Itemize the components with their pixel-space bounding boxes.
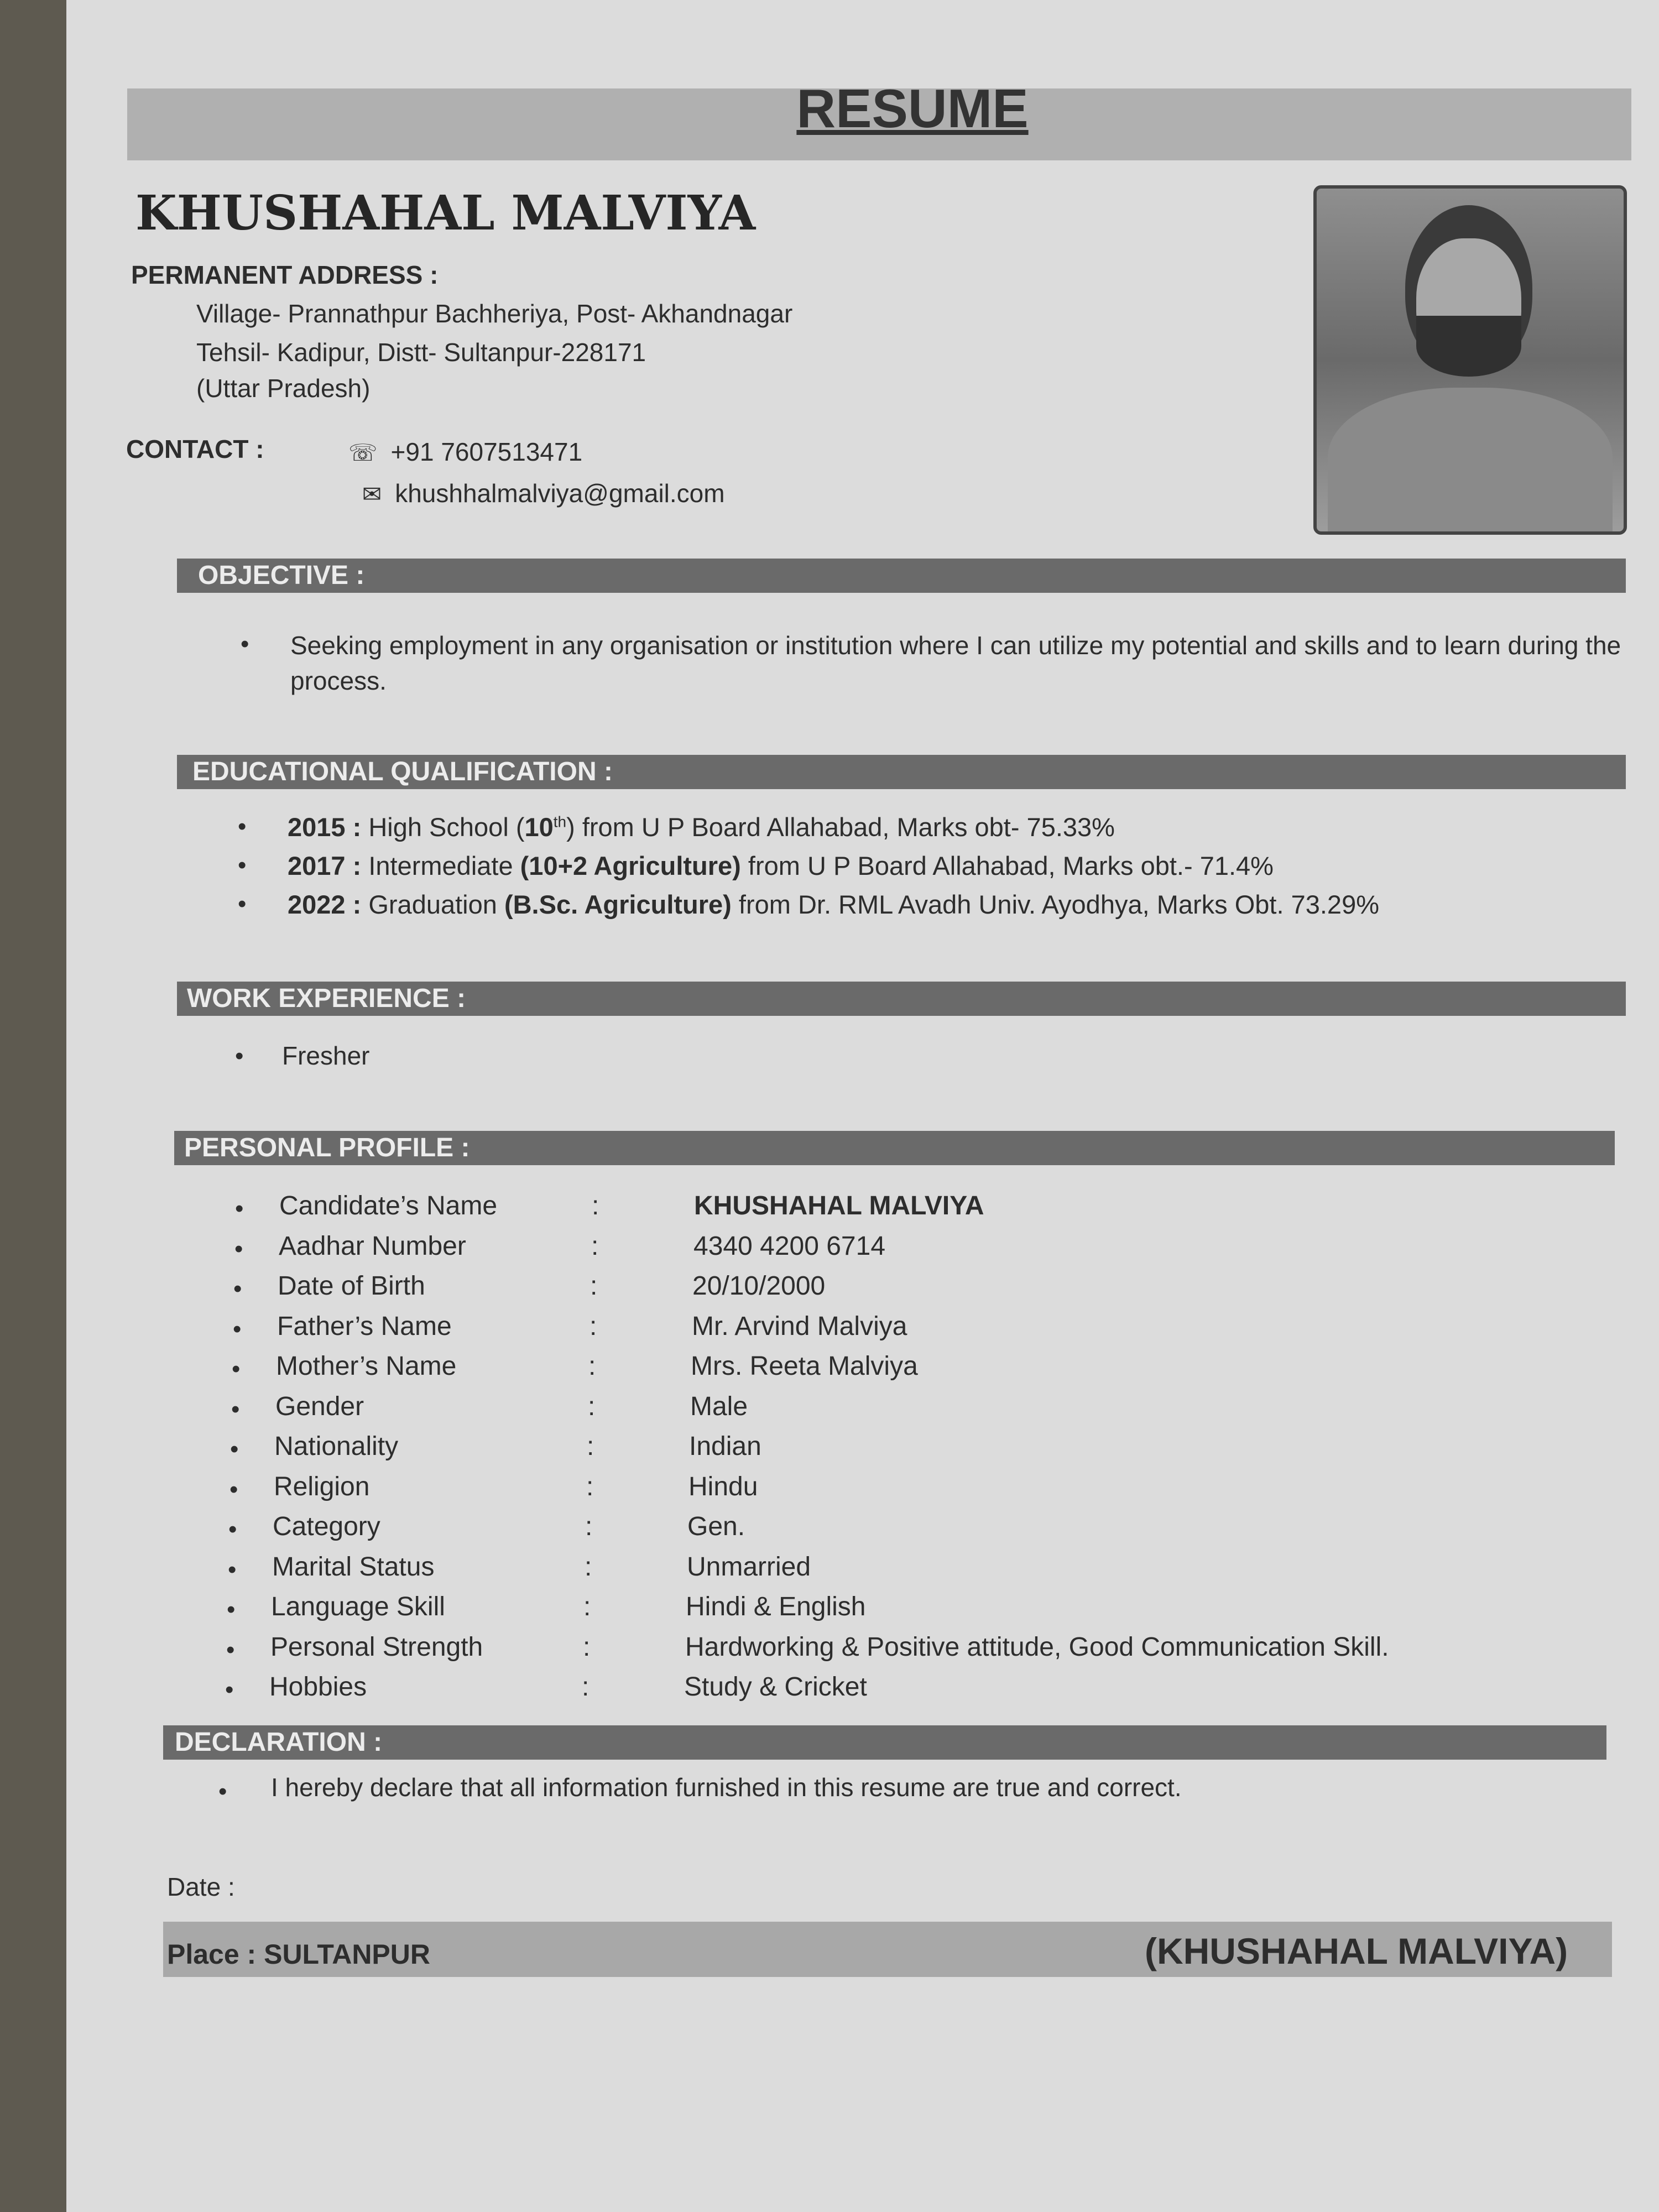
profile-separator: : bbox=[583, 1592, 591, 1621]
work-bullet: • bbox=[235, 1042, 244, 1070]
profile-bullet: • bbox=[226, 1636, 235, 1663]
education-item-3: 2022 : Graduation (B.Sc. Agriculture) from Dr. RML Avadh Univ. Ayodhya, Marks Obt. 73.29% bbox=[288, 890, 1379, 919]
profile-value: 4340 4200 6714 bbox=[693, 1232, 886, 1261]
profile-separator: : bbox=[587, 1432, 594, 1461]
profile-bullet: • bbox=[233, 1316, 242, 1343]
profile-bullet: • bbox=[228, 1556, 237, 1583]
objective-text: Seeking employment in any organisation or institution where I can utilize my potential and skills and to learn during the process. bbox=[290, 631, 1621, 695]
profile-bullet: • bbox=[228, 1516, 237, 1543]
profile-separator: : bbox=[585, 1552, 592, 1582]
profile-key: Religion bbox=[274, 1472, 370, 1501]
work-item-1: Fresher bbox=[282, 1041, 370, 1070]
place-label: Place : SULTANPUR bbox=[167, 1939, 431, 1970]
profile-separator: : bbox=[588, 1352, 596, 1381]
phone-line bbox=[348, 437, 582, 467]
profile-value: Indian bbox=[689, 1432, 761, 1461]
profile-separator: : bbox=[586, 1472, 594, 1501]
phone-number: +91 7607513471 bbox=[390, 437, 583, 466]
contact-label: CONTACT : bbox=[126, 435, 264, 463]
profile-value: Hardworking & Positive attitude, Good Communication Skill. bbox=[685, 1632, 1389, 1662]
declaration-heading: DECLARATION : bbox=[165, 1725, 392, 1760]
profile-separator: : bbox=[591, 1232, 599, 1261]
address-label: PERMANENT ADDRESS : bbox=[131, 260, 439, 289]
profile-value: Hindi & English bbox=[686, 1592, 866, 1621]
candidate-photo bbox=[1313, 185, 1627, 535]
profile-key: Date of Birth bbox=[278, 1271, 425, 1301]
email-address: khushhalmalviya@gmail.com bbox=[395, 479, 725, 508]
profile-key: Candidate’s Name bbox=[279, 1191, 498, 1220]
education-bullet-3: • bbox=[238, 890, 247, 917]
address-line-3: (Uttar Pradesh) bbox=[196, 374, 371, 403]
envelope-icon: ✉ bbox=[362, 481, 382, 507]
education-bullet-2: • bbox=[238, 852, 247, 879]
profile-separator: : bbox=[589, 1312, 597, 1341]
profile-value: Male bbox=[690, 1392, 748, 1421]
candidate-name-heading: KHUSHAHAL MALVIYA bbox=[135, 185, 756, 241]
profile-bullet: • bbox=[233, 1275, 242, 1302]
profile-value: Study & Cricket bbox=[684, 1672, 867, 1702]
profile-bullet: • bbox=[232, 1355, 241, 1383]
declaration-text: I hereby declare that all information furnished in this resume are true and correct. bbox=[271, 1773, 1182, 1802]
signature-name: (KHUSHAHAL MALVIYA) bbox=[1145, 1931, 1568, 1971]
address-line-2: Tehsil- Kadipur, Distt- Sultanpur-228171 bbox=[196, 338, 646, 367]
profile-value: Hindu bbox=[688, 1472, 758, 1501]
profile-key: Language Skill bbox=[271, 1592, 445, 1621]
profile-key: Personal Strength bbox=[270, 1632, 483, 1662]
profile-key: Aadhar Number bbox=[279, 1232, 466, 1261]
profile-separator: : bbox=[582, 1672, 589, 1702]
profile-value: Mr. Arvind Malviya bbox=[692, 1312, 907, 1341]
profile-key: Hobbies bbox=[269, 1672, 367, 1702]
declaration-bullet: • bbox=[218, 1778, 227, 1805]
profile-key: Marital Status bbox=[272, 1552, 435, 1582]
profile-separator: : bbox=[592, 1191, 599, 1220]
phone-icon: ☏ bbox=[348, 440, 378, 466]
profile-separator: : bbox=[585, 1512, 593, 1541]
address-line-1: Village- Prannathpur Bachheriya, Post- Akhandnagar bbox=[196, 299, 793, 328]
profile-key: Mother’s Name bbox=[276, 1352, 457, 1381]
profile-key: Category bbox=[273, 1512, 380, 1541]
profile-key: Gender bbox=[275, 1392, 364, 1421]
profile-bullet: • bbox=[231, 1396, 240, 1423]
work-heading: WORK EXPERIENCE : bbox=[177, 982, 476, 1016]
profile-bullet: • bbox=[229, 1476, 238, 1503]
date-label: Date : bbox=[167, 1872, 235, 1901]
email-line bbox=[362, 478, 725, 508]
profile-bullet: • bbox=[230, 1436, 239, 1463]
profile-value: KHUSHAHAL MALVIYA bbox=[694, 1191, 984, 1220]
profile-separator: : bbox=[583, 1632, 591, 1662]
profile-heading: PERSONAL PROFILE : bbox=[174, 1131, 480, 1165]
education-bullet-1: • bbox=[238, 813, 247, 840]
profile-key: Father’s Name bbox=[277, 1312, 452, 1341]
profile-value: Mrs. Reeta Malviya bbox=[691, 1352, 918, 1381]
profile-value: 20/10/2000 bbox=[692, 1271, 826, 1301]
objective-bullet: • bbox=[241, 630, 249, 658]
profile-key: Nationality bbox=[274, 1432, 399, 1461]
objective-heading: OBJECTIVE : bbox=[188, 559, 374, 593]
profile-bullet: • bbox=[227, 1596, 236, 1623]
profile-separator: : bbox=[588, 1392, 596, 1421]
profile-bullet: • bbox=[235, 1195, 244, 1222]
profile-bullet: • bbox=[225, 1676, 234, 1703]
education-item-1: 2015 : High School (10th) from U P Board Allahabad, Marks obt- 75.33% bbox=[288, 812, 1115, 842]
profile-value: Gen. bbox=[687, 1512, 745, 1541]
resume-title: RESUME bbox=[796, 78, 1029, 139]
profile-value: Unmarried bbox=[687, 1552, 811, 1582]
profile-bullet: • bbox=[234, 1235, 243, 1262]
education-heading: EDUCATIONAL QUALIFICATION : bbox=[182, 755, 623, 789]
education-item-2: 2017 : Intermediate (10+2 Agriculture) from U P Board Allahabad, Marks obt.- 71.4% bbox=[288, 851, 1274, 880]
objective-bar bbox=[177, 559, 1626, 593]
profile-separator: : bbox=[590, 1271, 598, 1301]
